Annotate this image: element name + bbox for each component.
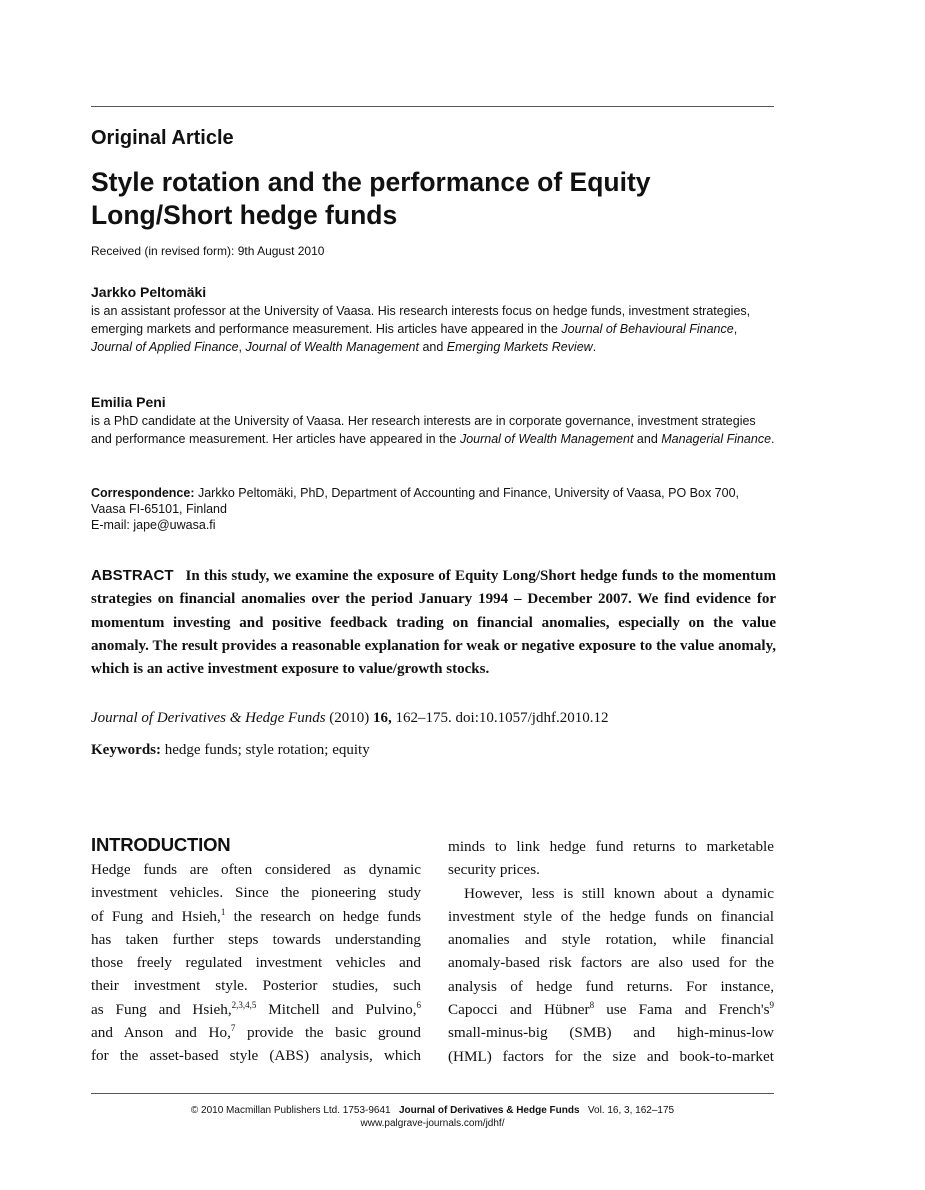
- journal-name: Journal of Wealth Management: [459, 432, 634, 446]
- text-line: and Anson and Ho,$^7$ provide the basic ground: [91, 1023, 421, 1042]
- article-type: Original Article: [91, 127, 234, 149]
- abstract-label: ABSTRACT: [91, 567, 174, 584]
- section-heading: INTRODUCTION: [91, 834, 231, 855]
- keywords-label: Keywords:: [91, 742, 161, 758]
- text-line: small-minus-big (SMB) and high-minus-low: [448, 1024, 774, 1042]
- text-line: Capocci and Hübner$^8$ use Fama and $French's^9$: [448, 1000, 774, 1019]
- author-block: [91, 394, 776, 448]
- journal-name: Journal of Applied Finance: [91, 340, 239, 354]
- correspondence-email: E-mail: jape@uwasa.fi: [91, 518, 216, 532]
- text-line: minds to link hedge fund returns to marketable: [448, 838, 774, 855]
- bio-text: ,: [733, 322, 738, 336]
- author-name: Emilia Peni: [91, 394, 166, 410]
- author-block: [91, 284, 776, 356]
- bio-text: is an assistant professor at the University of Vaasa. His research interests focus on hedge funds, investment strategies, emerging markets and performance measurement. His articles have appeared in the: [91, 304, 751, 336]
- text-line: anomalies and style rotation, while financial: [448, 931, 774, 949]
- citation-ref: 9: [769, 1000, 774, 1011]
- top-rule: [91, 106, 774, 107]
- author-name: Jarkko Peltomäki: [91, 284, 207, 300]
- text-line: investment vehicles. Since the pioneering study: [91, 884, 421, 902]
- citation-ref: 7: [230, 1023, 236, 1034]
- abstract: [91, 564, 776, 681]
- citation-ref: 2,3,4,5: [231, 999, 257, 1010]
- citation-volume: 16,: [373, 710, 392, 726]
- bio-text: ,: [238, 340, 246, 354]
- text-line: investment style of the hedge funds on financial: [448, 907, 774, 925]
- bio-text: and: [633, 432, 662, 446]
- bio-text: .: [771, 432, 775, 446]
- citation-ref: 1: [220, 906, 226, 917]
- citation-pages-doi: 162–175. doi:10.1057/jdhf.2010.12: [395, 710, 609, 726]
- text-line: their investment style. Posterior studies, such: [91, 977, 421, 995]
- text-line: However, less is still known about a dynamic: [464, 884, 774, 902]
- journal-name: Managerial Finance: [661, 432, 772, 446]
- text-line: Hedge funds are often considered as dynamic: [91, 861, 421, 878]
- footer-volume: Vol. 16, 3, 162–175: [587, 1105, 675, 1116]
- received-date: Received (in revised form): 9th August 2010: [91, 244, 325, 258]
- keywords: [91, 742, 370, 759]
- intro-right-column: [448, 835, 774, 1068]
- text-line: those freely regulated investment vehicles and: [91, 954, 421, 972]
- bio-text: and: [418, 340, 447, 354]
- text-line: as Fung and Hsieh,$^{2,3,4,5}$ Mitchell and Pulvino,$^6$: [91, 999, 421, 1018]
- text-line: security prices.: [448, 861, 540, 879]
- bottom-rule: [91, 1093, 774, 1094]
- journal-name: Emerging Markets Review: [446, 340, 593, 354]
- citation-ref: 8: [589, 1000, 595, 1011]
- footer-journal: Journal of Derivatives & Hedge Funds: [398, 1105, 580, 1116]
- text-line: for the asset-based style (ABS) analysis, which: [91, 1047, 421, 1065]
- bio-text: .: [592, 340, 597, 354]
- journal-name: Journal of Behavioural Finance: [561, 322, 734, 336]
- text-line: (HML) factors for the size and book-to-market: [448, 1047, 774, 1065]
- journal-name: Journal of Wealth Management: [245, 340, 419, 354]
- author-bio: [91, 302, 776, 356]
- text-line: of Fung and Hsieh,$^1$ the research on hedge funds: [91, 906, 421, 925]
- correspondence-address: Jarkko Peltomäki, PhD, Department of Accounting and Finance, University of Vaasa, PO Box 700, Vaasa FI-65101, Finland: [91, 486, 739, 516]
- bio-text: is a PhD candidate at the University of Vaasa. Her research interests are in corporate governance, investment strategies and performance measurement. Her articles have appeared in the: [91, 414, 756, 446]
- correspondence-label: Correspondence:: [91, 486, 195, 500]
- citation-ref: 6: [416, 999, 421, 1010]
- abstract-text: In this study, we examine the exposure of Equity Long/Short hedge funds to the momentum strategies on financial anomalies over the period January 1994 – December 2007. We find evidence for momentum investing and positive feedback trading on financial anomalies, especially on the value anomaly. The result provides a reasonable explanation for weak or negative exposure to the value anomaly, which is an active investment exposure to value/growth stocks.: [91, 568, 776, 678]
- intro-left-column: [91, 858, 421, 1068]
- correspondence: [91, 485, 776, 533]
- text-line: anomaly-based risk factors are also used for the: [448, 954, 774, 972]
- citation-year: (2010): [329, 710, 370, 726]
- text-line: analysis of hedge fund returns. For instance,: [448, 977, 774, 995]
- citation: [91, 710, 608, 727]
- footer-url: www.palgrave-journals.com/jdhf/: [360, 1118, 505, 1129]
- text-line: has taken further steps towards understanding: [91, 930, 421, 948]
- footer-copyright: © 2010 Macmillan Publishers Ltd. 1753-9641: [190, 1105, 391, 1116]
- keywords-text: hedge funds; style rotation; equity: [164, 742, 370, 758]
- citation-journal: Journal of Derivatives & Hedge Funds: [91, 710, 326, 726]
- article-title: Style rotation and the performance of Equity Long/Short hedge funds: [91, 167, 651, 230]
- page-footer: [91, 1104, 774, 1130]
- author-bio: [91, 412, 776, 448]
